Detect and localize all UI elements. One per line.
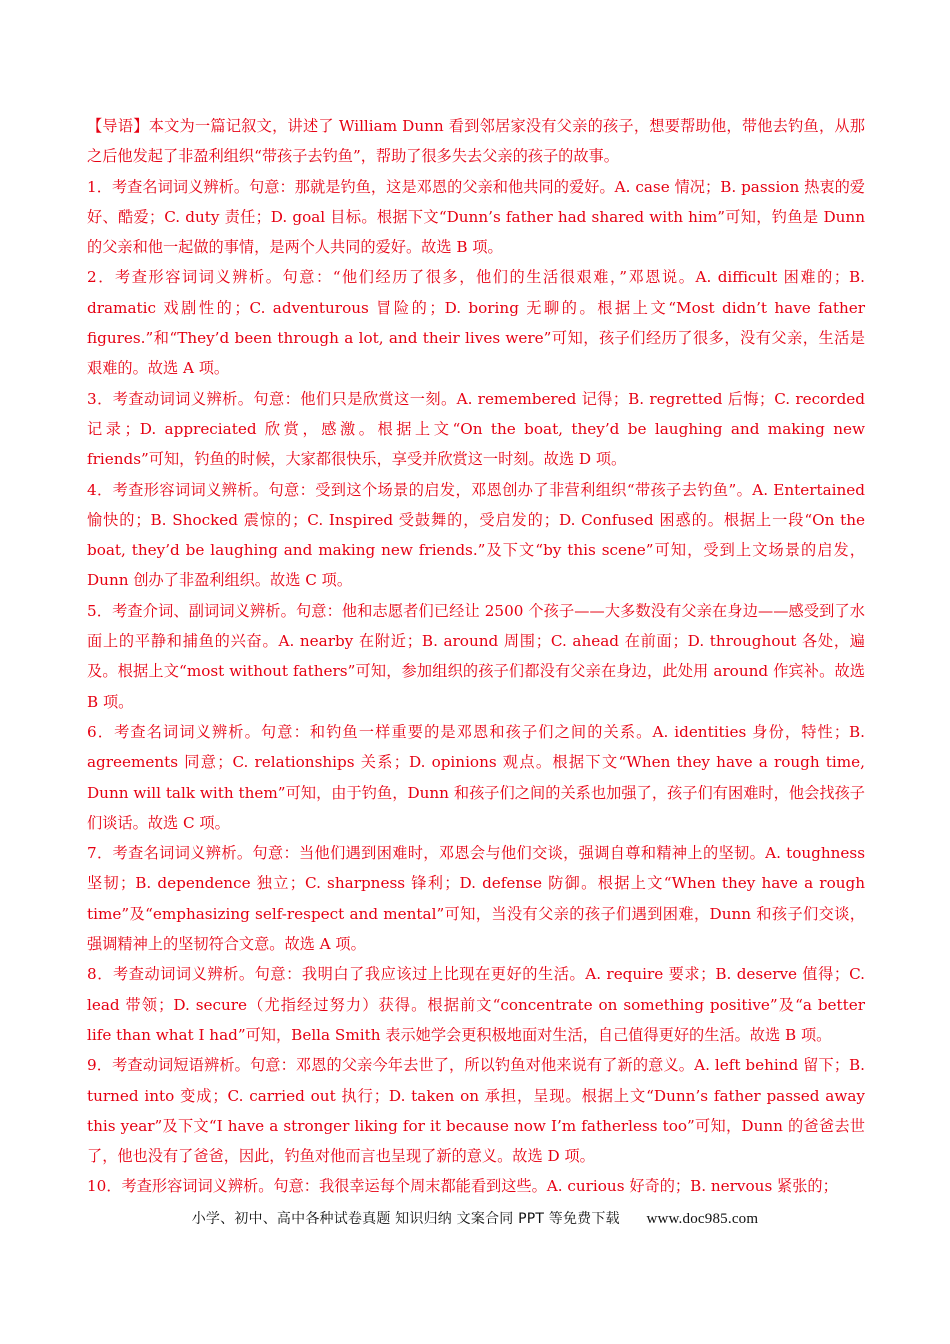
answer-item-1: 1．考查名词词义辨析。句意：那就是钓鱼，这是邓恩的父亲和他共同的爱好。A. case 情况；B. passion 热衷的爱好、酷爱；C. duty 责任；D. goal 目标。根据下文“Dunn’s father had shared with him”可知，钓鱼是 Dunn 的父亲和他一起做的事情，是两个人共同的爱好。故选 B 项。 [87, 177, 865, 257]
answer-item-8: 8．考查动词词义辨析。句意：我明白了我应该过上比现在更好的生活。A. require 要求；B. deserve 值得；C. lead 带领；D. secure（尤指经过努力）获得。根据前文“concentrate on something positive”及“a better life than what I had”可知，Bella Smith 表示她学会更积极地面对生活，自己值得更好的生活。故选 B 项。 [87, 965, 865, 1044]
answer-item-4: 4．考查形容词词义辨析。句意：受到这个场景的启发，邓恩创办了非营利组织“带孩子去钓鱼”。A. Entertained 愉快的；B. Shocked 震惊的；C. Inspired 受鼓舞的，受启发的；D. Confused 困惑的。根据上一段“On the boat, they’d be laughing and making new friends.”及下文“by this scene”可知，受到上文场景的启发，Dunn 创办了非盈利组织。故选 C 项。 [87, 480, 865, 590]
answer-item-6: 6．考查名词词义辨析。句意：和钓鱼一样重要的是邓恩和孩子们之间的关系。A. identities 身份，特性；B. agreements 同意；C. relationships 关系；D. opinions 观点。根据下文“When they have a rough time, Dunn will talk with them”可知，由于钓鱼，Dunn 和孩子们之间的关系也加强了，孩子们有困难时，他会找孩子们谈话。故选 C 项。 [87, 722, 865, 832]
intro-paragraph: 【导语】本文为一篇记叙文，讲述了 William Dunn 看到邻居家没有父亲的孩子，想要帮助他，带他去钓鱼，从那之后他发起了非盈利组织“带孩子去钓鱼”，帮助了很多失去父亲的孩子的故事。 [87, 117, 865, 166]
answer-item-5: 5．考查介词、副词词义辨析。句意：他和志愿者们已经让 2500 个孩子——大多数没有父亲在身边——感受到了水面上的平静和捕鱼的兴奋。A. nearby 在附近；B. around 周围；C. ahead 在前面；D. throughout 各处，遍及。根据上文“most without fathers”可知，参加组织的孩子们都没有父亲在身边，此处用 around 作宾补。故选 B 项。 [87, 601, 865, 711]
answer-item-10: 10．考查形容词词义辨析。句意：我很幸运每个周末都能看到这些。A. curious 好奇的；B. nervous 紧张的； [87, 1177, 838, 1196]
answer-item-3: 3．考查动词词义辨析。句意：他们只是欣赏这一刻。A. remembered 记得；B. regretted 后悔；C. recorded 记录；D. appreciated 欣赏，感激。根据上文“On the boat, they’d be laughing and making new friends”可知，钓鱼的时候，大家都很快乐，享受并欣赏这一时刻。故选 D 项。 [87, 389, 865, 469]
footer-text: 小学、初中、高中各种试卷真题 知识归纳 文案合同 PPT 等免费下载 [191, 1211, 620, 1227]
answer-item-2: 2．考查形容词词义辨析。句意：“他们经历了很多，他们的生活很艰难，”邓恩说。A. difficult 困难的；B. dramatic 戏剧性的；C. adventurous 冒险的；D. boring 无聊的。根据上文“Most didn’t have father figures.”和“They’d been through a lot, and their lives were”可知，孩子们经历了很多，没有父亲，生活是艰难的。故选 A 项。 [87, 268, 865, 378]
answer-item-9: 9．考查动词短语辨析。句意：邓恩的父亲今年去世了，所以钓鱼对他来说有了新的意义。A. left behind 留下；B. turned into 变成；C. carried out 执行；D. taken on 承担，呈现。根据上文“Dunn’s father passed away this year”及下文“I have a stronger liking for it because now I’m fatherless too”可知，Dunn 的爸爸去世了，他也没有了爸爸，因此，钓鱼对他而言也呈现了新的意义。故选 D 项。 [87, 1056, 865, 1166]
footer-url[interactable]: www.doc985.com [646, 1211, 759, 1227]
page-footer [0, 1208, 950, 1228]
answer-explanation-body [87, 111, 865, 1202]
answer-item-7: 7．考查名词词义辨析。句意：当他们遇到困难时，邓恩会与他们交谈，强调自尊和精神上的坚韧。A. toughness 坚韧；B. dependence 独立；C. sharpness 锋利；D. defense 防御。根据上文“When they have a rough time”及“emphasizing self-respect and mental”可知，当没有父亲的孩子们遇到困难，Dunn 和孩子们交谈，强调精神上的坚韧符合文意。故选 A 项。 [87, 844, 865, 954]
